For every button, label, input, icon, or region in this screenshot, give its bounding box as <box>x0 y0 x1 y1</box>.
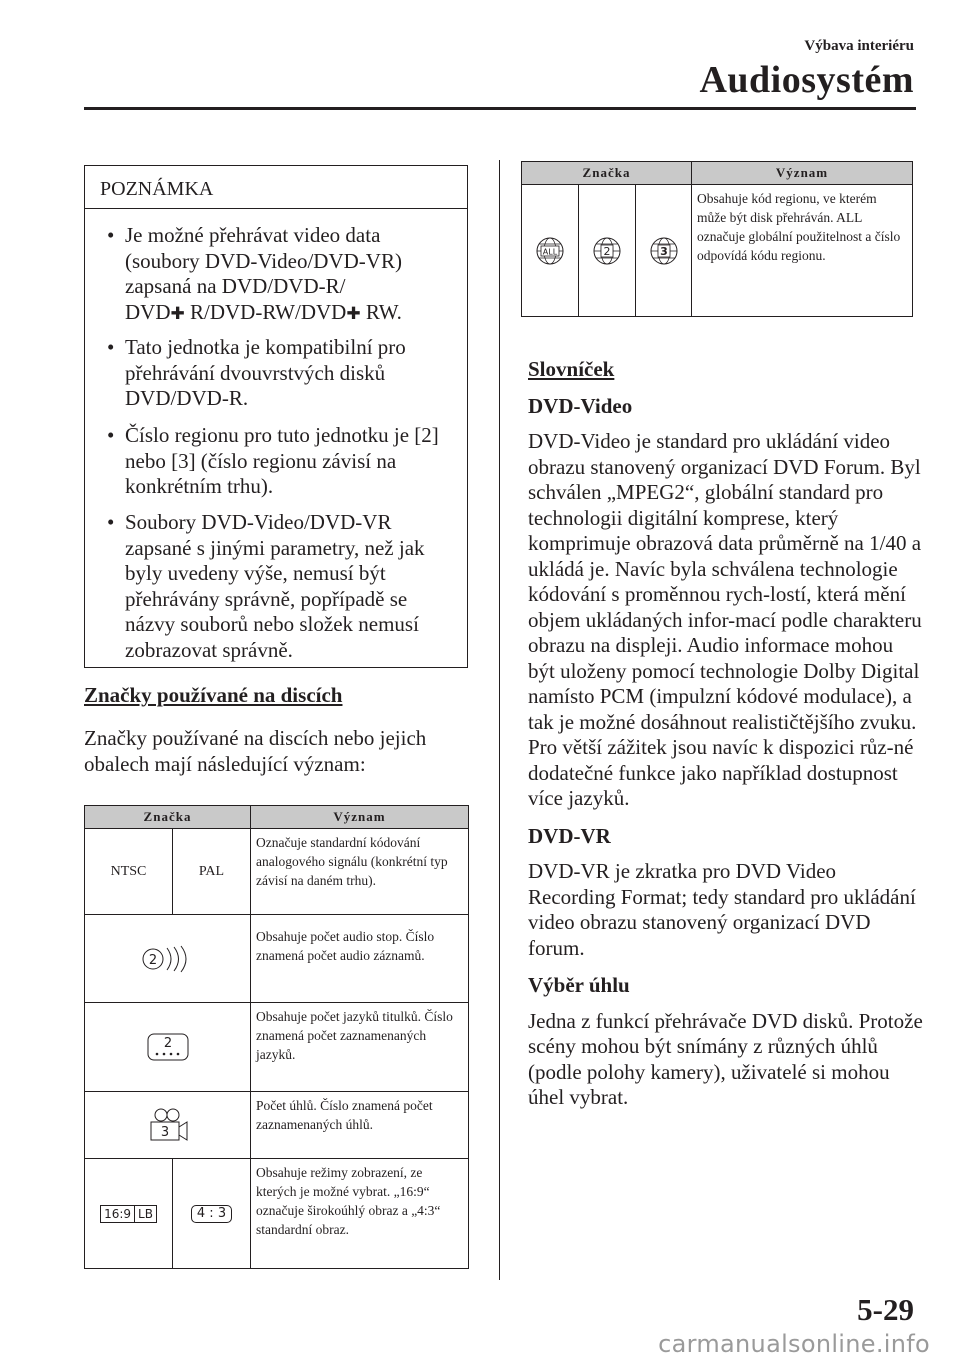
bullet: • <box>107 223 115 247</box>
row-description: Označuje standardní kódování analogového signálu (konkrétní typ závisí na daném trhu). <box>251 829 469 915</box>
table-row <box>85 829 469 915</box>
note-text: Soubory DVD-Video/DVD-VR zapsané s jinými parametry, než jak byly uvedeny výše, nemusí být přehrávány správně, popřípadě se názvy souborů nebo složek nemusí zobrazovat správně. <box>125 510 425 662</box>
note-title: POZNÁMKA <box>85 166 467 209</box>
ntsc-mark: NTSC <box>85 829 173 915</box>
note-line: Je možné přehrávat video data <box>125 223 381 247</box>
note-item <box>107 423 457 500</box>
mark-cell <box>85 1092 251 1159</box>
table-row <box>85 1003 469 1092</box>
region-3-globe-icon <box>649 236 679 266</box>
marks-intro: Značky používané na discích nebo jejich obalech mají následující význam: <box>84 726 427 776</box>
region-table <box>521 161 913 317</box>
glossary-term: DVD-Video <box>528 393 633 418</box>
pal-mark: PAL <box>173 829 251 915</box>
header-meaning: Význam <box>251 806 469 829</box>
subtitles-icon <box>144 1030 192 1064</box>
marks-heading: Značky používané na discích <box>84 683 343 707</box>
chapter-title: Audiosystém <box>699 59 914 101</box>
bullet: • <box>107 423 115 447</box>
table-row <box>85 1092 469 1159</box>
note-text: Tato jednotka je kompatibilní pro přehrávání dvouvrstvých disků DVD/DVD-R. <box>125 335 406 410</box>
page-number: 5-29 <box>857 1292 914 1327</box>
watermark: carmanualsonline.info <box>658 1330 930 1358</box>
table-row <box>85 1159 469 1269</box>
note-line-part: R/DVD-RW/DVD <box>190 299 347 324</box>
note-line-part: DVD <box>125 299 171 324</box>
note-line: zapsaná na DVD/DVD-R/ <box>125 274 346 298</box>
glossary-term: Výběr úhlu <box>528 973 630 997</box>
section-label: Výbava interiéru <box>804 38 914 54</box>
header-mark: Značka <box>85 806 251 829</box>
audio-streams-number: 2 <box>148 952 157 968</box>
camera-angles-icon <box>143 1106 193 1144</box>
bullet: • <box>107 335 115 359</box>
note-box <box>84 165 468 668</box>
ratio-4-3: 4 : 3 <box>191 1205 232 1223</box>
ratio-16-9: 16:9 <box>100 1205 135 1223</box>
table-header-row <box>522 162 913 185</box>
ratio-lb: LB <box>135 1205 157 1223</box>
camera-angles-number: 3 <box>160 1125 169 1140</box>
glossary-definition: DVD-Video je standard pro ukládání video obrazu stanovený organizací DVD Forum. Byl schválen „MPEG2“, globální standard pro technologii digitální komprese, který komprimuje obrazová data průměrně na 1/40 a ukládá je. Navíc byla schválena technologie kódování s proměnnou rych-lostí, která mění objem ukládaných infor-mací podle charakteru obrazu na displeji. Audio informace mohou být uloženy pomocí technologie Dolby Digital namísto PCM (impulzní kódové modulace), a tak je možné dosáhnout realističtějšího zvuku. Pro větší zážitek jsou navíc k dispozici růz-né dodatečné funkce jako například dostupnost více jazyků. <box>528 429 922 810</box>
dvd-plus-icon: ✚ <box>170 303 185 324</box>
header-mark: Značka <box>522 162 692 185</box>
aspect-ratio-standard-icon <box>191 1205 232 1223</box>
mark-cell <box>85 1159 173 1269</box>
region-all-label: ALL <box>542 247 558 256</box>
mark-cell <box>85 915 251 1003</box>
glossary-definition: Jedna z funkcí přehrávače DVD disků. Protože scény mohou být snímány z různých úhlů (podle polohy kamery), uživatelé si mohou úhel vybrat. <box>528 1008 923 1109</box>
region-2-label: 2 <box>603 244 611 258</box>
mark-cell <box>522 185 579 317</box>
note-line: (soubory DVD-Video/DVD-VR) <box>125 248 402 273</box>
dvd-plus-icon: ✚ <box>346 303 361 324</box>
bullet: • <box>107 510 115 534</box>
aspect-ratio-wide-icon <box>100 1205 157 1223</box>
row-description: Obsahuje počet jazyků titulků. Číslo znamená počet zaznamenaných jazyků. <box>251 1003 469 1092</box>
mark-cell <box>636 185 692 317</box>
note-item <box>107 510 457 663</box>
mark-cell <box>173 1159 251 1269</box>
region-3-label: 3 <box>659 244 668 258</box>
disc-marks-table <box>84 805 469 1269</box>
audio-streams-icon <box>139 945 197 973</box>
note-item <box>107 223 457 327</box>
glossary-heading: Slovníček <box>528 357 615 381</box>
row-description: Počet úhlů. Číslo znamená počet zaznamenaných úhlů. <box>251 1092 469 1159</box>
header-meaning: Význam <box>692 162 913 185</box>
row-description: Obsahuje počet audio stop. Číslo znamená počet audio záznamů. <box>251 915 469 1003</box>
table-row <box>522 185 913 317</box>
mark-cell <box>85 1003 251 1092</box>
glossary <box>528 357 923 1123</box>
header-rule <box>84 107 916 110</box>
row-description: Obsahuje kód regionu, ve kterém může být disk přehráván. ALL označuje globální použitelnost a číslo odpovídá kódu regionu. <box>692 185 913 317</box>
region-2-globe-icon <box>592 236 622 266</box>
row-description: Obsahuje režimy zobrazení, ze kterých je možné vybrat. „16:9“ označuje širokoúhlý obraz a „4:3“ standardní obraz. <box>251 1159 469 1269</box>
region-all-globe-icon <box>535 236 565 266</box>
note-text: Číslo regionu pro tuto jednotku je [2] nebo [3] (číslo regionu závisí na konkrétním trhu). <box>125 423 439 498</box>
subtitles-number: 2 <box>163 1036 172 1051</box>
table-header-row <box>85 806 469 829</box>
glossary-definition: DVD-VR je zkratka pro DVD Video Recording Format; tedy standard pro ukládání video obrazu stanovený organizací DVD forum. <box>528 859 916 960</box>
note-line-part: RW. <box>365 299 402 324</box>
mark-cell <box>579 185 636 317</box>
glossary-term: DVD-VR <box>528 823 611 848</box>
note-item <box>107 335 457 412</box>
table-row <box>85 915 469 1003</box>
column-divider <box>499 160 500 1280</box>
